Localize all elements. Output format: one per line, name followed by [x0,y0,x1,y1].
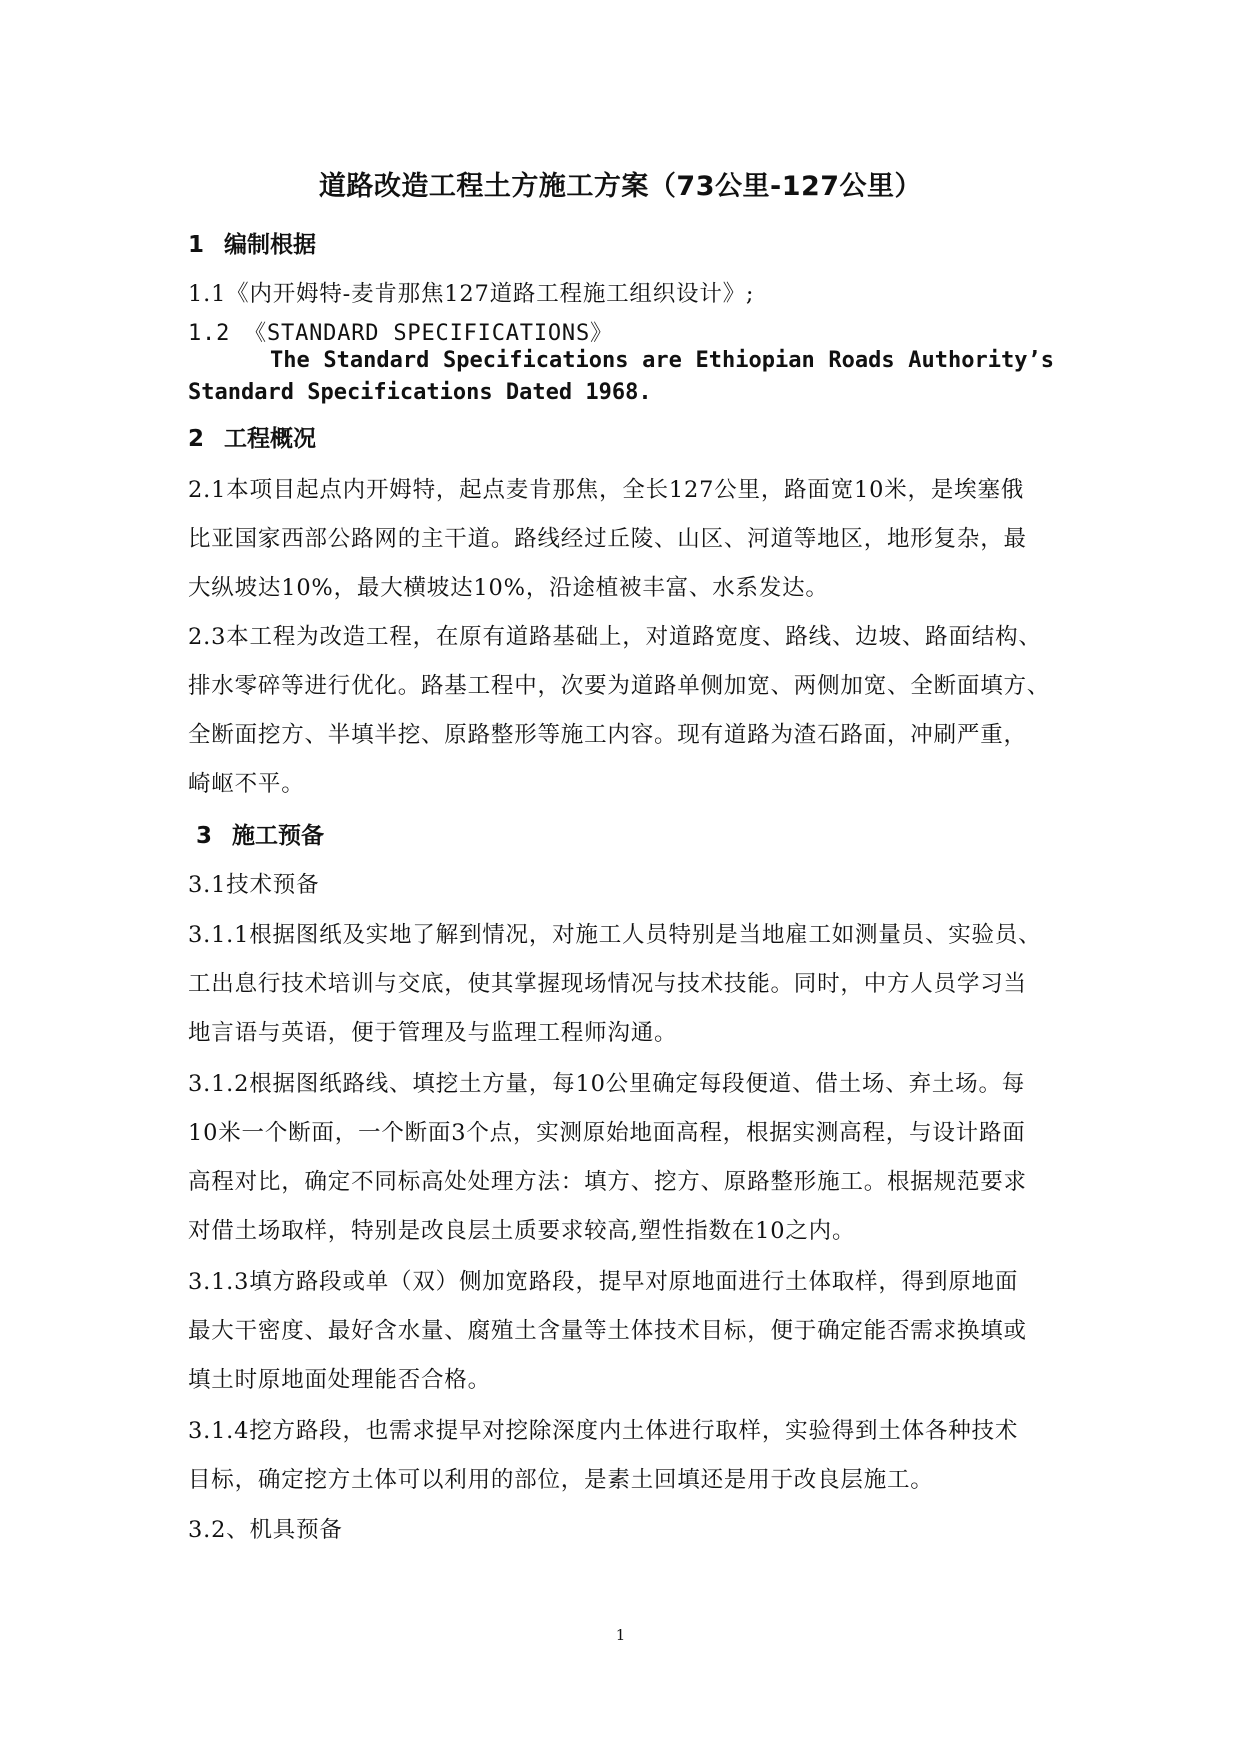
section-1-heading [188,226,316,259]
document-title: 道路改造工程土方施工方案（73公里-127公里） [318,171,923,202]
section-title: 施工预备 [232,823,324,849]
section-number: 2 [188,426,205,452]
overview-p2-line-3: 全断面挖方、半填半挖、原路整形等施工内容。现有道路为渣石路面，冲刷严重， [188,722,1027,748]
item-3-1-2-line-4: 对借土场取样，特别是改良层土质要求较高,塑性指数在10之内。 [188,1218,856,1244]
overview-p1-line-3: 大纵坡达10%，最大横坡达10%，沿途植被丰富、水系发达。 [188,575,829,601]
item-3-1-2-line-1: 3.1.2根据图纸路线、填挖土方量，每10公里确定每段便道、借土场、弃土场。每 [188,1071,1026,1097]
specification-line-1: The Standard Specifications are Ethiopian Roads Authority’s [270,348,1054,373]
item-3-1-1-line-3: 地言语与英语，便于管理及与监理工程师沟通。 [188,1020,678,1046]
item-3-1-1-line-1: 3.1.1根据图纸及实地了解到情况，对施工人员特别是当地雇工如测量员、实验员、 [188,922,1042,948]
item-3-1-3-line-1: 3.1.3填方路段或单（双）侧加宽路段，提早对原地面进行土体取样，得到原地面 [188,1269,1019,1295]
item-3-1-4-line-1: 3.1.4挖方路段，也需求提早对挖除深度内土体进行取样，实验得到土体各种技术 [188,1418,1019,1444]
subsection-3-1-heading: 3.1技术预备 [188,872,320,898]
section-number: 1 [188,232,205,258]
item-3-1-2-line-2: 10米一个断面，一个断面3个点，实测原始地面高程，根据实测高程，与设计路面 [188,1120,1026,1146]
page-number: 1 [615,1626,626,1644]
section-title: 编制根据 [224,232,316,258]
specification-line-2: Standard Specifications Dated 1968. [188,380,652,405]
item-3-1-1-line-2: 工出息行技术培训与交底，使其掌握现场情况与技术技能。同时，中方人员学习当 [188,971,1027,997]
overview-p1-line-1: 2.1本项目起点内开姆特，起点麦肯那焦，全长127公里，路面宽10米，是埃塞俄 [188,477,1025,503]
subsection-3-2-heading: 3.2、机具预备 [188,1517,343,1543]
item-3-1-3-line-2: 最大干密度、最好含水量、腐殖土含量等土体技术目标，便于确定能否需求换填或 [188,1318,1027,1344]
item-3-1-4-line-2: 目标，确定挖方土体可以利用的部位，是素土回填还是用于改良层施工。 [188,1467,934,1493]
overview-p2-line-4: 崎岖不平。 [188,771,305,797]
overview-p1-line-2: 比亚国家西部公路网的主干道。路线经过丘陵、山区、河道等地区，地形复杂，最 [188,526,1027,552]
overview-p2-line-1: 2.3本工程为改造工程，在原有道路基础上，对道路宽度、路线、边坡、路面结构、 [188,624,1042,650]
section-2-heading [188,420,316,453]
reference-item-1: 1.1《内开姆特-麦肯那焦127道路工程施工组织设计》; [188,281,755,307]
reference-item-2: 1.2 《STANDARD SPECIFICATIONS》 [188,321,613,346]
item-3-1-2-line-3: 高程对比，确定不同标高处处理方法：填方、挖方、原路整形施工。根据规范要求 [188,1169,1027,1195]
overview-p2-line-2: 排水零碎等进行优化。路基工程中，次要为道路单侧加宽、两侧加宽、全断面填方、 [188,673,1051,699]
section-number: 3 [196,823,213,849]
section-title: 工程概况 [224,426,316,452]
section-3-heading [196,817,324,850]
item-3-1-3-line-3: 填土时原地面处理能否合格。 [188,1367,491,1393]
